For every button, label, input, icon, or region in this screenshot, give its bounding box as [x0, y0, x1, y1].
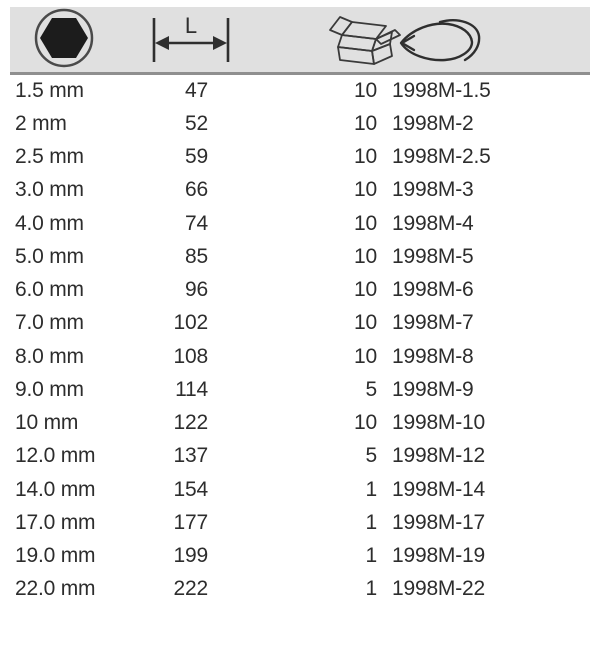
cell-hex-size: 2.5 mm [15, 145, 84, 169]
cell-article-number: 1998M-12 [392, 444, 485, 468]
table-body [0, 74, 600, 606]
cell-length: 154 [173, 477, 208, 501]
cell-length: 74 [185, 211, 208, 235]
cell-length: 96 [185, 278, 208, 302]
cell-hex-size: 9.0 mm [15, 377, 84, 401]
cell-article-number: 1998M-2 [392, 111, 474, 135]
cell-pack-quantity: 10 [354, 278, 377, 302]
cell-article-number: 1998M-1.5 [392, 78, 491, 102]
cell-hex-size: 7.0 mm [15, 311, 84, 335]
cell-hex-size: 10 mm [15, 411, 79, 435]
cell-length: 59 [185, 145, 208, 169]
cell-hex-size: 17.0 mm [15, 510, 96, 534]
table-row [0, 207, 600, 240]
cell-pack-quantity: 10 [354, 311, 377, 335]
packaging-box-icon [327, 14, 403, 66]
cell-length: 47 [185, 78, 208, 102]
table-row [0, 473, 600, 506]
cell-pack-quantity: 10 [354, 211, 377, 235]
cell-article-number: 1998M-9 [392, 377, 474, 401]
cell-pack-quantity: 10 [354, 411, 377, 435]
cell-article-number: 1998M-17 [392, 510, 485, 534]
cell-article-number: 1998M-6 [392, 278, 474, 302]
cell-length: 114 [175, 377, 208, 401]
cell-pack-quantity: 10 [354, 344, 377, 368]
cell-hex-size: 12.0 mm [15, 444, 96, 468]
cell-pack-quantity: 10 [354, 78, 377, 102]
table-row [0, 240, 600, 273]
table-row [0, 373, 600, 406]
cell-hex-size: 3.0 mm [15, 178, 84, 202]
cell-article-number: 1998M-5 [392, 244, 474, 268]
cell-length: 137 [173, 444, 208, 468]
table-row [0, 274, 600, 307]
cell-article-number: 1998M-3 [392, 178, 474, 202]
cell-hex-size: 1.5 mm [15, 78, 84, 102]
hex-socket-icon [34, 7, 94, 69]
table-header [10, 7, 590, 75]
cell-hex-size: 8.0 mm [15, 344, 84, 368]
cell-length: 177 [173, 510, 208, 534]
cell-pack-quantity: 10 [354, 244, 377, 268]
table-row [0, 174, 600, 207]
cell-article-number: 1998M-8 [392, 344, 474, 368]
cell-hex-size: 22.0 mm [15, 577, 96, 601]
table-row [0, 340, 600, 373]
article-number-fish-icon [396, 17, 486, 67]
length-label: L [184, 13, 198, 38]
cell-article-number: 1998M-7 [392, 311, 474, 335]
table-row [0, 506, 600, 539]
table-row [0, 141, 600, 174]
table-row [0, 407, 600, 440]
cell-pack-quantity: 1 [365, 544, 377, 568]
table-row [0, 440, 600, 473]
table-row [0, 74, 600, 107]
cell-pack-quantity: 5 [365, 377, 377, 401]
cell-pack-quantity: 10 [354, 111, 377, 135]
cell-article-number: 1998M-4 [392, 211, 474, 235]
cell-article-number: 1998M-19 [392, 544, 485, 568]
cell-length: 222 [173, 577, 208, 601]
cell-article-number: 1998M-10 [392, 411, 485, 435]
cell-article-number: 1998M-14 [392, 477, 485, 501]
cell-hex-size: 19.0 mm [15, 544, 96, 568]
cell-pack-quantity: 1 [365, 477, 377, 501]
cell-hex-size: 2 mm [15, 111, 67, 135]
cell-pack-quantity: 5 [365, 444, 377, 468]
cell-length: 102 [173, 311, 208, 335]
cell-pack-quantity: 1 [365, 510, 377, 534]
cell-length: 122 [173, 411, 208, 435]
cell-pack-quantity: 10 [354, 178, 377, 202]
cell-hex-size: 14.0 mm [15, 477, 96, 501]
cell-article-number: 1998M-22 [392, 577, 485, 601]
cell-length: 52 [185, 111, 208, 135]
cell-hex-size: 4.0 mm [15, 211, 84, 235]
cell-length: 66 [185, 178, 208, 202]
cell-length: 199 [173, 544, 208, 568]
cell-hex-size: 6.0 mm [15, 278, 84, 302]
table-row [0, 540, 600, 573]
cell-pack-quantity: 1 [365, 577, 377, 601]
table-row [0, 307, 600, 340]
cell-hex-size: 5.0 mm [15, 244, 84, 268]
cell-length: 85 [185, 244, 208, 268]
cell-pack-quantity: 10 [354, 145, 377, 169]
cell-article-number: 1998M-2.5 [392, 145, 491, 169]
cell-length: 108 [173, 344, 208, 368]
table-row [0, 573, 600, 606]
table-row [0, 107, 600, 140]
length-dimension-icon [141, 12, 241, 68]
